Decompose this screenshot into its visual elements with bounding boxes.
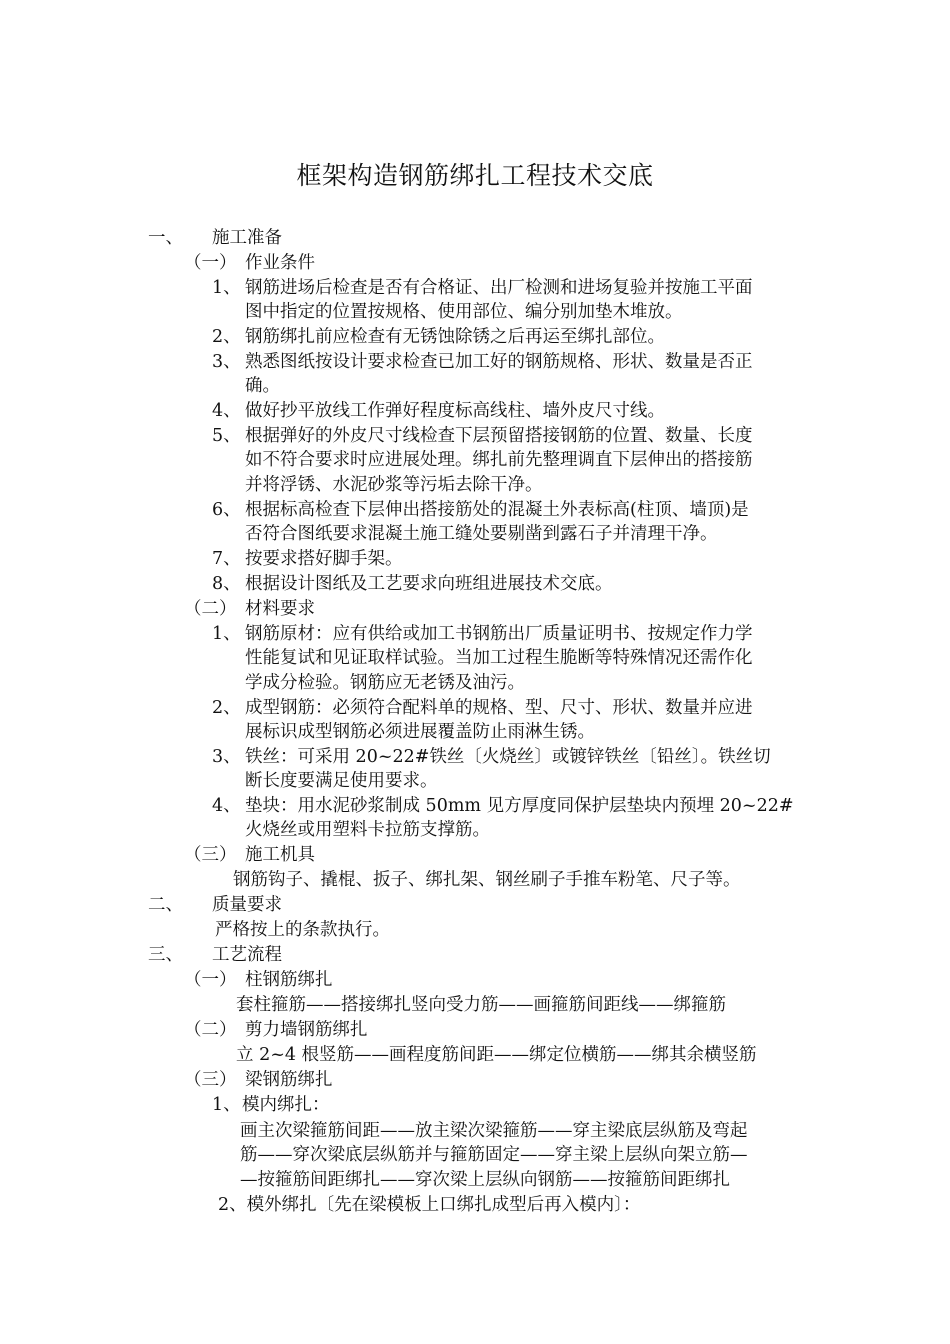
item-number: 1、 — [212, 278, 241, 298]
item-number: 7、 — [212, 549, 241, 569]
item-text-line: 根据弹好的外皮尺寸线检查下层预留搭接钢筋的位置、数量、长度 — [245, 426, 753, 446]
item-number: 2、 — [212, 327, 241, 347]
subsection-number: （三） — [184, 1070, 237, 1090]
item-text-line: 根据设计图纸及工艺要求向班组进展技术交底。 — [245, 574, 613, 594]
subsection-heading: 作业条件 — [245, 253, 315, 273]
item-number: 6、 — [212, 500, 241, 520]
item-text-line: 断长度要满足使用要求。 — [245, 771, 438, 791]
item-text-line: 垫块：用水泥砂浆制成 50mm 见方厚度同保护层垫块内预埋 20~22# — [245, 796, 794, 816]
section-heading: 工艺流程 — [212, 945, 282, 965]
subsection-number: （一） — [184, 970, 237, 990]
item-text-line: 否符合图纸要求混凝土施工缝处要剔凿到露石子并清理干净。 — [245, 524, 718, 544]
section-number: 二、 — [148, 895, 183, 915]
section-heading: 质量要求 — [212, 895, 282, 915]
item-number: 2、 — [212, 698, 241, 718]
item-text-line: 展标识成型钢筋必须进展覆盖防止雨淋生锈。 — [245, 722, 595, 742]
item-text-line: 如不符合要求时应进展处理。绑扎前先整理调直下层伸出的搭接筋 — [245, 450, 753, 470]
item-heading: 模内绑扎： — [242, 1095, 330, 1115]
item-text-line: 按要求搭好脚手架。 — [245, 549, 403, 569]
item-text-line: 图中指定的位置按规格、使用部位、编分别加垫木堆放。 — [245, 302, 683, 322]
subsection-heading: 柱钢筋绑扎 — [245, 970, 333, 990]
subsection-heading: 材料要求 — [245, 599, 315, 619]
item-text-line: 铁丝：可采用 20~22#铁丝〔火烧丝〕或镀锌铁丝〔铅丝〕。铁丝切 — [245, 747, 771, 767]
subsection-heading: 剪力墙钢筋绑扎 — [245, 1020, 368, 1040]
item-text-line: 成型钢筋：必须符合配料单的规格、型、尺寸、形状、数量并应进 — [245, 698, 753, 718]
process-flow-line: —按箍筋间距绑扎——穿次梁上层纵向钢筋——按箍筋间距绑扎 — [240, 1170, 730, 1190]
section-number: 一、 — [148, 228, 183, 248]
subsection-number: （一） — [184, 253, 237, 273]
item-text-line: 并将浮锈、水泥砂浆等污垢去除干净。 — [245, 475, 543, 495]
item-text-line: 学成分检验。钢筋应无老锈及油污。 — [245, 673, 525, 693]
subsection-number: （三） — [184, 845, 237, 865]
subsection-heading: 梁钢筋绑扎 — [245, 1070, 333, 1090]
item-number: 1、 — [212, 1095, 241, 1115]
item-number: 5、 — [212, 426, 241, 446]
item-text-line: 钢筋绑扎前应检查有无锈蚀除锈之后再运至绑扎部位。 — [245, 327, 665, 347]
subsection-number: （二） — [184, 599, 237, 619]
item-number: 8、 — [212, 574, 241, 594]
paragraph-text: 严格按上的条款执行。 — [215, 920, 390, 940]
item-text-line: 确。 — [245, 376, 280, 396]
process-flow-text: 立 2~4 根竖筋——画程度筋间距——绑定位横筋——绑其余横竖筋 — [236, 1045, 757, 1065]
item-number: 4、 — [212, 796, 241, 816]
item-number: 4、 — [212, 401, 241, 421]
item-number: 3、 — [212, 747, 241, 767]
item-text-line: 性能复试和见证取样试验。当加工过程生脆断等特殊情况还需作化 — [245, 648, 753, 668]
process-flow-text: 套柱箍筋——搭接绑扎竖向受力筋——画箍筋间距线——绑箍筋 — [236, 995, 726, 1015]
subsection-number: （二） — [184, 1020, 237, 1040]
item-text-line: 熟悉图纸按设计要求检查已加工好的钢筋规格、形状、数量是否正 — [245, 352, 753, 372]
item-text-line: 根据标高检查下层伸出搭接筋处的混凝土外表标高(柱顶、墙顶)是 — [245, 500, 749, 520]
process-flow-line: 筋——穿次梁底层纵筋并与箍筋固定——穿主梁上层纵向架立筋— — [240, 1145, 748, 1165]
subsection-heading: 施工机具 — [245, 845, 315, 865]
process-flow-line: 画主次梁箍筋间距——放主梁次梁箍筋——穿主梁底层纵筋及弯起 — [240, 1121, 748, 1141]
paragraph-text: 钢筋钩子、撬棍、扳子、绑扎架、钢丝刷子手推车粉笔、尺子等。 — [233, 870, 741, 890]
section-heading: 施工准备 — [212, 228, 282, 248]
item-text-line: 钢筋原材：应有供给或加工书钢筋出厂质量证明书、按规定作力学 — [245, 624, 753, 644]
item-heading: 2、模外绑扎〔先在梁模板上口绑扎成型后再入模内〕： — [218, 1195, 641, 1215]
section-number: 三、 — [148, 945, 183, 965]
item-number: 1、 — [212, 624, 241, 644]
item-text-line: 做好抄平放线工作弹好程度标高线柱、墙外皮尺寸线。 — [245, 401, 665, 421]
item-text-line: 火烧丝或用塑料卡拉筋支撑筋。 — [245, 820, 490, 840]
item-number: 3、 — [212, 352, 241, 372]
item-text-line: 钢筋进场后检查是否有合格证、出厂检测和进场复验并按施工平面 — [245, 278, 753, 298]
page-title: 框架构造钢筋绑扎工程技术交底 — [296, 161, 654, 190]
